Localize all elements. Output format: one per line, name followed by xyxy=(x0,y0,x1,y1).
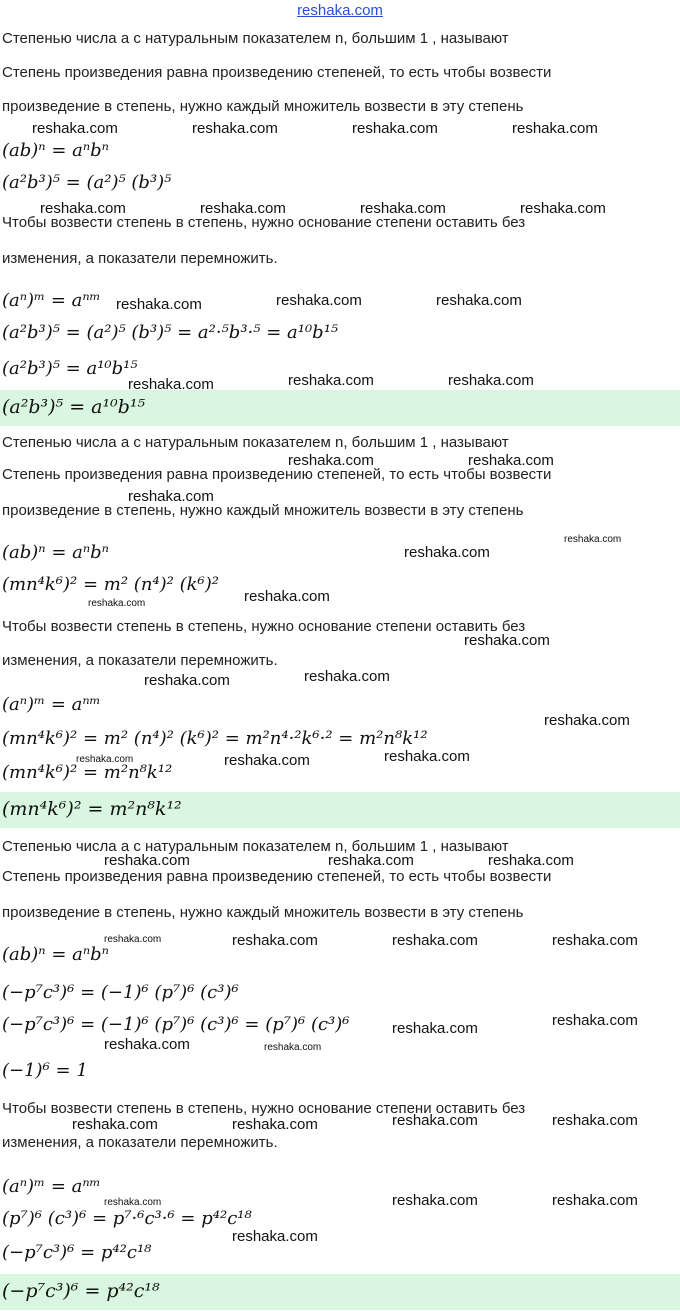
watermark: reshaka.com xyxy=(104,852,190,869)
watermark: reshaka.com xyxy=(436,292,522,309)
watermark: reshaka.com xyxy=(224,752,310,769)
rule-product-line-1: Степень произведения равна произведению степеней, то есть чтобы возвести xyxy=(2,466,552,483)
site-title-link[interactable]: reshaka.com xyxy=(297,2,383,19)
example3-line-1: (−p⁷c³)⁶ = (−1)⁶ (p⁷)⁶ (c³)⁶ xyxy=(2,982,239,1003)
watermark: reshaka.com xyxy=(232,932,318,949)
example2-line-3: (mn⁴k⁶)² = m²n⁸k¹² xyxy=(2,762,173,783)
formula-product-rule: (ab)ⁿ = aⁿbⁿ xyxy=(2,140,109,161)
example2-line-1: (mn⁴k⁶)² = m² (n⁴)² (k⁶)² xyxy=(2,574,219,595)
watermark: reshaka.com xyxy=(564,534,622,545)
watermark: reshaka.com xyxy=(488,852,574,869)
watermark: reshaka.com xyxy=(288,372,374,389)
watermark: reshaka.com xyxy=(88,598,146,609)
watermark: reshaka.com xyxy=(276,292,362,309)
watermark: reshaka.com xyxy=(32,120,118,137)
rule-product-line-2: произведение в степень, нужно каждый множитель возвести в эту степень xyxy=(2,502,524,519)
watermark: reshaka.com xyxy=(392,932,478,949)
watermark: reshaka.com xyxy=(404,544,490,561)
watermark: reshaka.com xyxy=(384,748,470,765)
watermark: reshaka.com xyxy=(464,632,550,649)
rule-power-of-power-line-2: изменения, а показатели перемножить. xyxy=(2,250,278,267)
watermark: reshaka.com xyxy=(76,754,134,765)
rule-product-line-1: Степень произведения равна произведению степеней, то есть чтобы возвести xyxy=(2,64,552,81)
watermark: reshaka.com xyxy=(468,452,554,469)
example1-line-3: (a²b³)⁵ = a¹⁰b¹⁵ xyxy=(2,358,138,379)
watermark: reshaka.com xyxy=(552,1112,638,1129)
watermark: reshaka.com xyxy=(128,488,214,505)
watermark: reshaka.com xyxy=(392,1020,478,1037)
watermark: reshaka.com xyxy=(352,120,438,137)
watermark: reshaka.com xyxy=(264,1042,322,1053)
rule-power-definition: Степенью числа a с натуральным показателем n, большим 1 , называют xyxy=(2,434,509,451)
example3-line-5: (−p⁷c³)⁶ = p⁴²c¹⁸ xyxy=(2,1242,152,1263)
watermark: reshaka.com xyxy=(328,852,414,869)
watermark: reshaka.com xyxy=(232,1116,318,1133)
watermark: reshaka.com xyxy=(392,1112,478,1129)
watermark: reshaka.com xyxy=(128,376,214,393)
rule-power-of-power-line-1: Чтобы возвести степень в степень, нужно основание степени оставить без xyxy=(2,1100,526,1117)
example3-line-3: (−1)⁶ = 1 xyxy=(2,1060,88,1081)
watermark: reshaka.com xyxy=(200,200,286,217)
rule-power-of-power-line-1: Чтобы возвести степень в степень, нужно основание степени оставить без xyxy=(2,214,526,231)
example2-line-2: (mn⁴k⁶)² = m² (n⁴)² (k⁶)² = m²n⁴·²k⁶·² = m²n⁸k¹² xyxy=(2,728,428,749)
watermark: reshaka.com xyxy=(360,200,446,217)
example1-answer: (a²b³)⁵ = a¹⁰b¹⁵ xyxy=(2,396,146,418)
formula-power-rule: (aⁿ)ᵐ = aⁿᵐ xyxy=(2,1176,101,1197)
watermark: reshaka.com xyxy=(448,372,534,389)
watermark: reshaka.com xyxy=(192,120,278,137)
example3-line-2: (−p⁷c³)⁶ = (−1)⁶ (p⁷)⁶ (c³)⁶ = (p⁷)⁶ (c³)⁶ xyxy=(2,1014,350,1035)
formula-power-rule: (aⁿ)ᵐ = aⁿᵐ xyxy=(2,694,101,715)
watermark: reshaka.com xyxy=(244,588,330,605)
watermark: reshaka.com xyxy=(72,1116,158,1133)
watermark: reshaka.com xyxy=(116,296,202,313)
watermark: reshaka.com xyxy=(104,934,162,945)
rule-power-definition: Степенью числа a с натуральным показателем n, большим 1 , называют xyxy=(2,30,509,47)
watermark: reshaka.com xyxy=(544,712,630,729)
watermark: reshaka.com xyxy=(552,1192,638,1209)
watermark: reshaka.com xyxy=(288,452,374,469)
rule-product-line-1: Степень произведения равна произведению степеней, то есть чтобы возвести xyxy=(2,868,552,885)
watermark: reshaka.com xyxy=(104,1036,190,1053)
watermark: reshaka.com xyxy=(304,668,390,685)
rule-power-of-power-line-2: изменения, а показатели перемножить. xyxy=(2,652,278,669)
rule-product-line-2: произведение в степень, нужно каждый множитель возвести в эту степень xyxy=(2,98,524,115)
watermark: reshaka.com xyxy=(144,672,230,689)
example3-line-4: (p⁷)⁶ (c³)⁶ = p⁷·⁶c³·⁶ = p⁴²c¹⁸ xyxy=(2,1208,252,1229)
watermark: reshaka.com xyxy=(392,1192,478,1209)
example3-answer: (−p⁷c³)⁶ = p⁴²c¹⁸ xyxy=(2,1280,160,1302)
formula-product-rule: (ab)ⁿ = aⁿbⁿ xyxy=(2,944,109,965)
example2-answer: (mn⁴k⁶)² = m²n⁸k¹² xyxy=(2,798,182,820)
rule-power-of-power-line-2: изменения, а показатели перемножить. xyxy=(2,1134,278,1151)
watermark: reshaka.com xyxy=(520,200,606,217)
rule-product-line-2: произведение в степень, нужно каждый множитель возвести в эту степень xyxy=(2,904,524,921)
watermark: reshaka.com xyxy=(232,1228,318,1245)
formula-product-rule: (ab)ⁿ = aⁿbⁿ xyxy=(2,542,109,563)
formula-power-rule: (aⁿ)ᵐ = aⁿᵐ xyxy=(2,290,101,311)
example1-line-2: (a²b³)⁵ = (a²)⁵ (b³)⁵ = a²·⁵b³·⁵ = a¹⁰b¹⁵ xyxy=(2,322,339,343)
rule-power-of-power-line-1: Чтобы возвести степень в степень, нужно основание степени оставить без xyxy=(2,618,526,635)
watermark: reshaka.com xyxy=(552,1012,638,1029)
watermark: reshaka.com xyxy=(512,120,598,137)
watermark: reshaka.com xyxy=(552,932,638,949)
example1-line-1: (a²b³)⁵ = (a²)⁵ (b³)⁵ xyxy=(2,172,172,193)
watermark: reshaka.com xyxy=(40,200,126,217)
watermark: reshaka.com xyxy=(104,1197,162,1208)
rule-power-definition: Степенью числа a с натуральным показателем n, большим 1 , называют xyxy=(2,838,509,855)
